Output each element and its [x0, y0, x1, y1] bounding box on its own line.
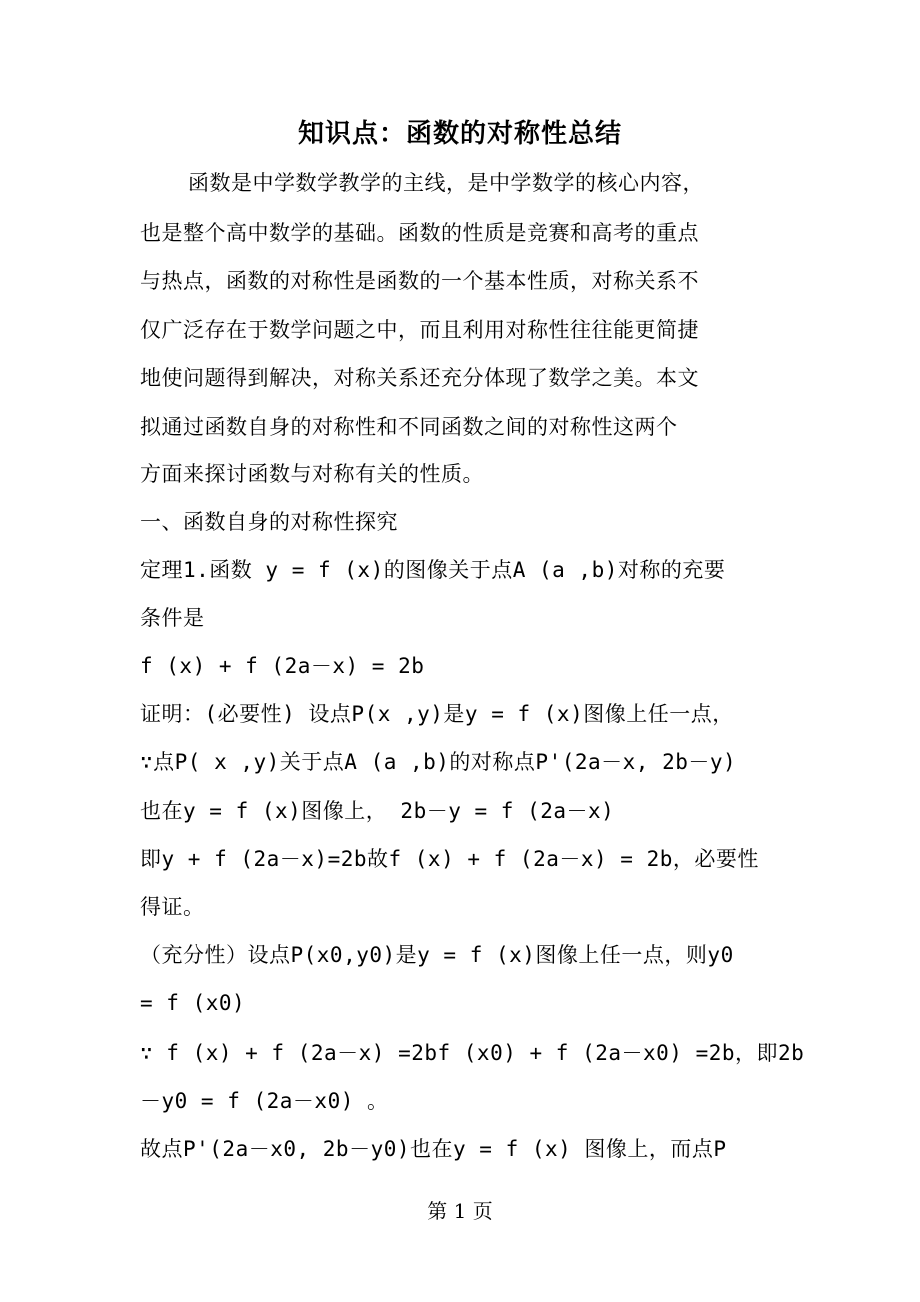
- paragraph-line: 也是整个高中数学的基础。函数的性质是竞赛和高考的重点: [140, 221, 699, 245]
- proof-line: 得证。: [140, 895, 205, 919]
- paragraph-line: 方面来探讨函数与对称有关的性质。: [140, 462, 484, 486]
- proof-line: ∵ f (x) + f (2a－x) =2bf (x0) + f (2a－x0) =2b，即2b: [140, 1041, 805, 1065]
- paragraph-line: 地使问题得到解决，对称关系还充分体现了数学之美。本文: [140, 366, 699, 390]
- theorem-line: 条件是: [140, 606, 205, 630]
- page-number: 第 1 页: [427, 1199, 493, 1223]
- page-title: 知识点：函数的对称性总结: [297, 119, 622, 149]
- proof-line: ∵点P( x ,y)关于点A (a ,b)的对称点P'(2a－x, 2b－y): [140, 750, 737, 774]
- paragraph-line: 拟通过函数自身的对称性和不同函数之间的对称性这两个: [140, 415, 678, 439]
- proof-line: （充分性）设点P(x0,y0)是y = f (x)图像上任一点，则y0: [140, 943, 734, 967]
- proof-line: 即y + f (2a－x)=2b故f (x) + f (2a－x) = 2b，必要性: [140, 847, 759, 871]
- proof-line: －y0 = f (2a－x0) 。: [140, 1089, 389, 1113]
- section-heading: 一、函数自身的对称性探究: [140, 510, 398, 534]
- proof-line: 故点P'(2a－x0, 2b－y0)也在y = f (x) 图像上，而点P: [140, 1137, 727, 1161]
- paragraph-line: 函数是中学数学教学的主线，是中学数学的核心内容，: [188, 171, 704, 195]
- paragraph-line: 与热点，函数的对称性是函数的一个基本性质，对称关系不: [140, 269, 699, 293]
- proof-line: 证明：(必要性) 设点P(x ,y)是y = f (x)图像上任一点，: [140, 702, 734, 726]
- formula-line: f (x) + f (2a－x) = 2b: [140, 654, 425, 678]
- paragraph-line: 仅广泛存在于数学问题之中，而且利用对称性往往能更简捷: [140, 318, 699, 342]
- proof-line: = f (x0): [140, 991, 246, 1015]
- theorem-line: 定理1.函数 y = f (x)的图像关于点A (a ,b)对称的充要: [140, 558, 726, 582]
- proof-line: 也在y = f (x)图像上， 2b－y = f (2a－x): [140, 799, 615, 823]
